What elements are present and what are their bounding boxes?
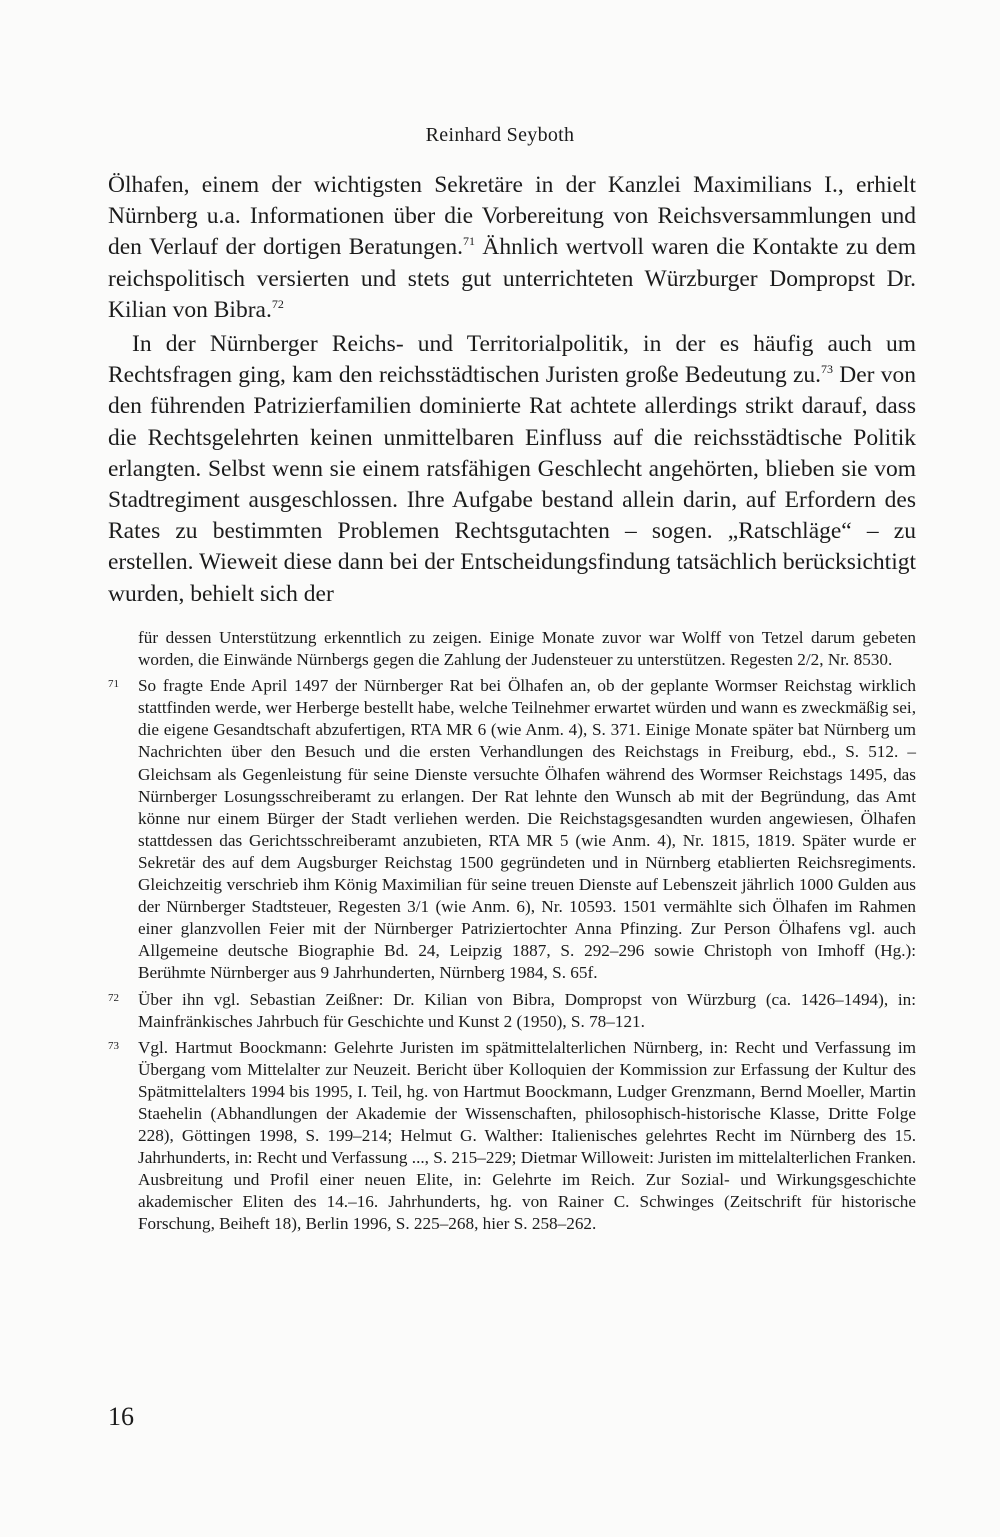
- footnote-number: 72: [108, 991, 119, 1004]
- running-head: Reinhard Seyboth: [425, 124, 575, 146]
- footnote-text: Vgl. Hartmut Boockmann: Gelehrte Juristen im spätmittelalterlichen Nürnberg, in: Recht und Verfassung im Übergang vom Mittelalter zur Neuzeit. Bericht über Kolloquien der Kommission zur Erfassung der Kultur des Spätmittelalters 1994 bis 1995, I. Teil, hg. von Hartmut Boockmann, Ludger Grenzmann, Bernd Moeller, Martin Staehelin (Abhandlungen der Akademie der Wissenschaften, philosophisch-historische Klasse, Dritte Folge 228), Göttingen 1998, S. 199–214; Helmut G. Walther: Italienisches gelehrtes Recht im Nürnberg des 15. Jahrhunderts, in: Recht und Verfassung ..., S. 215–229; Dietmar Willoweit: Juristen im mittelalterlichen Franken. Ausbreitung und Profil einer neuen Elite, in: Gelehrte im Reich. Zur Sozial- und Wirkungsgeschichte akademischer Eliten des 14.–16. Jahrhunderts, hg. von Rainer C. Schwinges (Zeitschrift für historische Forschung, Beiheft 18), Berlin 1996, S. 225–268, hier S. 258–262.: [138, 1037, 916, 1234]
- footnote-ref-73[interactable]: 73: [821, 362, 834, 377]
- footnote-ref-71[interactable]: 71: [462, 234, 475, 249]
- text-segment: In der Nürnberger Reichs- und Territorialpolitik, in der es häufig auch um Rechtsfragen ging, kam den reichsstädtischen Juristen große Bedeutung zu.: [108, 331, 916, 389]
- footnotes: [108, 627, 916, 1240]
- paragraph-2: [108, 329, 916, 610]
- text-segment: Der von den führenden Patrizierfamilien dominierte Rat achtete allerdings strikt darauf, dass die Rechtsgelehrten keinen unmittelbaren Einfluss auf die reichsstädtische Politik erlangten. Selbst wenn sie einem ratsfähigen Geschlecht angehörten, blieben sie vom Stadtregiment ausgeschlossen. Ihre Aufgabe bestand allein darin, auf Erfordern des Rates zu bestimmten Problemen Rechtsgutachten – sogen. „Ratschläge“ – zu erstellen. Wieweit diese dann bei der Entscheidungsfindung tatsächlich berücksichtigt wurden, behielt sich der: [108, 362, 916, 607]
- footnote-72: [108, 989, 916, 1033]
- footnote-text: für dessen Unterstützung erkenntlich zu zeigen. Einige Monate zuvor war Wolff von Tetzel darum gebeten worden, die Einwände Nürnbergs gegen die Zahlung der Judensteuer zu unterstützen. Regesten 2/2, Nr. 8530.: [138, 628, 916, 670]
- footnote-text: So fragte Ende April 1497 der Nürnberger Rat bei Ölhafen an, ob der geplante Wormser Reichstag wirklich stattfinden werde, wer Herberge bestellt habe, welche Teilnehmer erwartet würden und wann es zweckmäßig sei, die eigene Gesandtschaft abzufertigen, RTA MR 6 (wie Anm. 4), S. 371. Einige Monate später bat Nürnberg um Nachrichten über den Besuch und die ersten Verhandlungen des Reichstags in Freiburg, ebd., S. 512. – Gleichsam als Gegenleistung für seine Dienste versuchte Ölhafen während des Wormser Reichstags 1495, das Nürnberger Losungsschreiberamt zu erlangen. Der Rat lehnte den Wunsch ab mit der Begründung, das Amt könne nur einem Bürger der Stadt verliehen werden. Die Reichstagsgesandten wurden angewiesen, Ölhafen stattdessen das Gerichtsschreiberamt anzubieten, RTA MR 5 (wie Anm. 4), Nr. 1815, 1819. Später wurde er Sekretär des auf dem Augsburger Reichstag 1500 gegründeten und in Nürnberg etablierten Reichsregiments. Gleichzeitig verschrieb ihm König Maximilian für seine treuen Dienste auf Lebenszeit jährlich 1000 Gulden aus der Nürnberger Stadtsteuer, Regesten 3/1 (wie Anm. 6), Nr. 10593. 1501 vermählte sich Ölhafen im Rahmen einer glanzvollen Feier mit der Nürnberger Patriziertochter Anna Pfinzing. Zur Person Ölhafens vgl. auch Allgemeine deutsche Biographie Bd. 24, Leipzig 1887, S. 292–296 sowie Christoph von Imhoff (Hg.): Berühmte Nürnberger aus 9 Jahrhunderten, Nürnberg 1984, S. 65f.: [138, 676, 916, 983]
- footnote-number: 71: [108, 678, 119, 691]
- footnote-ref-72[interactable]: 72: [271, 296, 284, 311]
- footnote-73: [108, 1037, 916, 1236]
- text-segment: Ölhafen, einem der wichtigsten Sekretäre in der Kanzlei Maximilians I., erhielt Nürnberg u.a. Informationen über die Vorbereitung von Reichsversammlungen und den Verlauf der dortigen Beratungen.: [108, 172, 916, 261]
- footnote-text: Über ihn vgl. Sebastian Zeißner: Dr. Kilian von Bibra, Dompropst von Würzburg (ca. 1426–1494), in: Mainfränkisches Jahrbuch für Geschichte und Kunst 2 (1950), S. 78–121.: [138, 989, 916, 1031]
- text-segment: Ähnlich wertvoll waren die Kontakte zu dem reichspolitisch versierten und stets gut unterrichteten Würzburger Dompropst Dr. Kilian von Bibra.: [108, 234, 917, 323]
- paragraph-1: [108, 170, 916, 326]
- footnote-71: [108, 675, 916, 984]
- main-text: [108, 170, 916, 610]
- page-number: 16: [108, 1402, 134, 1431]
- footnote-number: 73: [108, 1039, 119, 1052]
- footnote-continued: [108, 627, 916, 671]
